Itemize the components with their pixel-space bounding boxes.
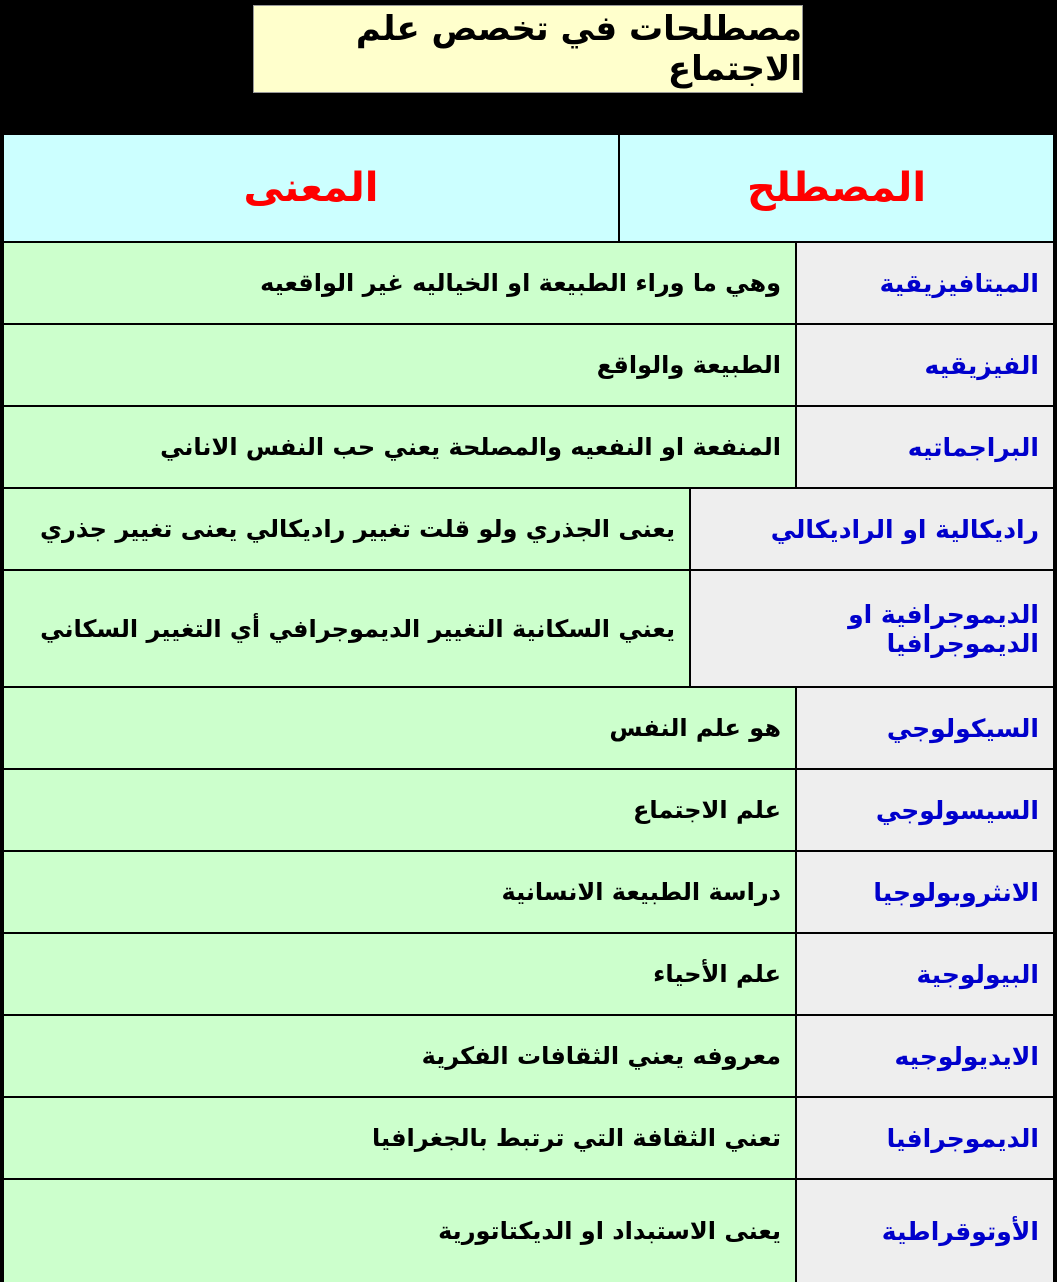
- table-row: [4, 569, 1053, 686]
- header-meaning: المعنى: [4, 135, 618, 241]
- table-header-row: [4, 135, 1053, 241]
- table-row: [4, 686, 1053, 768]
- table-row: [4, 323, 1053, 405]
- meaning-cell: علم الاجتماع: [4, 770, 795, 850]
- term-cell: الفيزيقيه: [795, 325, 1053, 405]
- table-row: [4, 1178, 1053, 1282]
- header-term: المصطلح: [618, 135, 1053, 241]
- term-cell: الايديولوجيه: [795, 1016, 1053, 1096]
- term-cell: السيكولوجي: [795, 688, 1053, 768]
- table-row: [4, 1014, 1053, 1096]
- meaning-cell: وهي ما وراء الطبيعة او الخياليه غير الواقعيه: [4, 243, 795, 323]
- meaning-cell: يعنى الجذري ولو قلت تغيير راديكالي يعنى تغيير جذري: [4, 489, 689, 569]
- term-cell: راديكالية او الراديكالي: [689, 489, 1053, 569]
- table-row: [4, 850, 1053, 932]
- terms-table: [4, 135, 1053, 1282]
- meaning-cell: يعنى الاستبداد او الديكتاتورية: [4, 1180, 795, 1282]
- meaning-cell: الطبيعة والواقع: [4, 325, 795, 405]
- page-title: مصطلحات في تخصص علم الاجتماع: [253, 5, 803, 93]
- table-row: [4, 932, 1053, 1014]
- table-row: [4, 1096, 1053, 1178]
- meaning-cell: دراسة الطبيعة الانسانية: [4, 852, 795, 932]
- meaning-cell: يعني السكانية التغيير الديموجرافي أي التغيير السكاني: [4, 571, 689, 686]
- term-cell: الديموجرافية او الديموجرافيا: [689, 571, 1053, 686]
- term-cell: الانثروبولوجيا: [795, 852, 1053, 932]
- table-row: [4, 768, 1053, 850]
- meaning-cell: معروفه يعني الثقافات الفكرية: [4, 1016, 795, 1096]
- table-row: [4, 405, 1053, 487]
- meaning-cell: المنفعة او النفعيه والمصلحة يعني حب النفس الاناني: [4, 407, 795, 487]
- term-cell: الديموجرافيا: [795, 1098, 1053, 1178]
- term-cell: البيولوجية: [795, 934, 1053, 1014]
- meaning-cell: هو علم النفس: [4, 688, 795, 768]
- table-row: [4, 487, 1053, 569]
- meaning-cell: علم الأحياء: [4, 934, 795, 1014]
- term-cell: الميتافيزيقية: [795, 243, 1053, 323]
- table-row: [4, 241, 1053, 323]
- meaning-cell: تعني الثقافة التي ترتبط بالجغرافيا: [4, 1098, 795, 1178]
- term-cell: السيسولوجي: [795, 770, 1053, 850]
- term-cell: الأوتوقراطية: [795, 1180, 1053, 1282]
- term-cell: البراجماتيه: [795, 407, 1053, 487]
